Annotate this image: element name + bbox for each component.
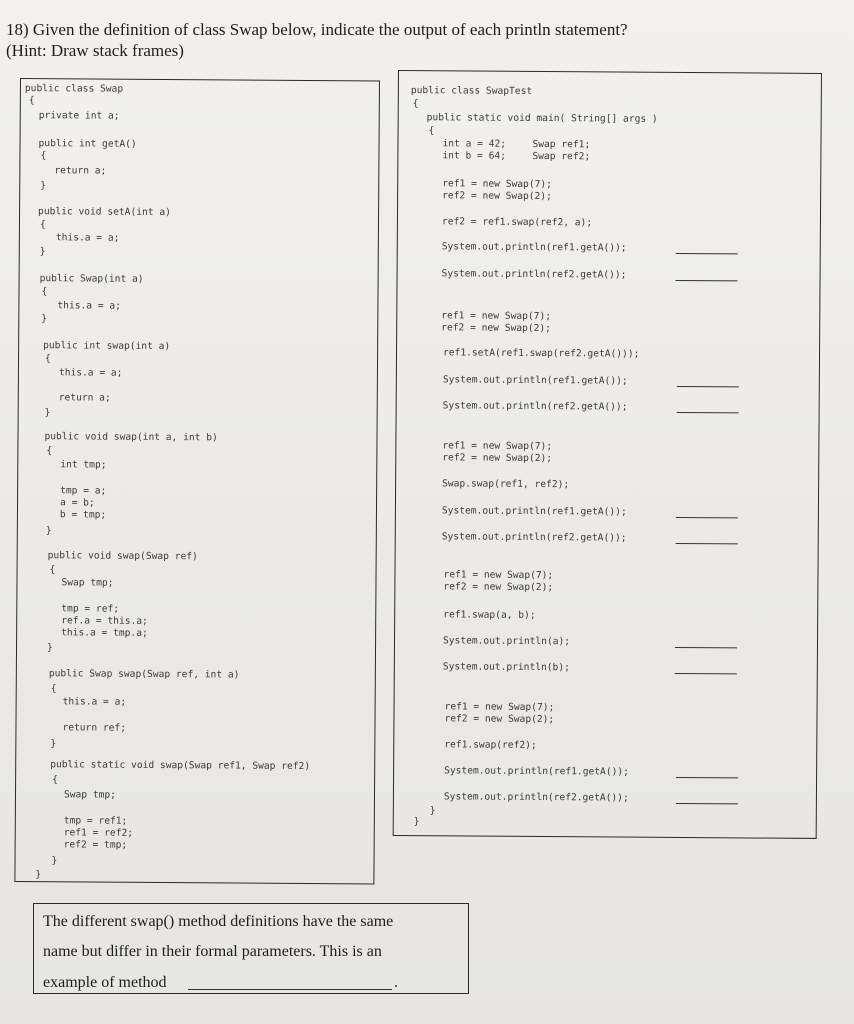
- code-line: Swap tmp;: [63, 789, 117, 801]
- code-line: ref2 = new Swap(2);: [443, 581, 554, 594]
- code-line: ref1 = new Swap(7);: [444, 701, 555, 714]
- code-line: Swap ref2;: [532, 150, 591, 163]
- code-line: tmp = a;: [60, 485, 107, 497]
- note-line-1: The different swap() method definitions have the same: [43, 913, 394, 930]
- answer-blank[interactable]: [677, 412, 739, 413]
- code-line: System.out.println(ref1.getA());: [442, 374, 628, 387]
- answer-blank[interactable]: [676, 253, 738, 254]
- code-line: {: [49, 564, 56, 576]
- answer-blank[interactable]: [676, 777, 738, 778]
- code-line: public static void main( String[] args ): [426, 112, 658, 125]
- code-line: this.a = a;: [55, 232, 120, 244]
- note-line-3-period: .: [394, 974, 398, 991]
- code-line: return ref;: [62, 722, 127, 734]
- code-line: ref1 = new Swap(7);: [442, 178, 552, 191]
- code-line: return a;: [54, 165, 107, 177]
- answer-blank[interactable]: [675, 673, 737, 674]
- code-line: {: [46, 445, 53, 457]
- code-line: System.out.println(ref2.getA());: [443, 791, 629, 804]
- answer-blank[interactable]: [676, 517, 738, 518]
- code-line: public Swap swap(Swap ref, int a): [48, 668, 240, 681]
- code-line: public class SwapTest: [410, 85, 533, 97]
- code-line: b = tmp;: [59, 509, 107, 521]
- code-line: tmp = ref;: [61, 603, 120, 615]
- code-line: {: [39, 219, 46, 231]
- code-line: return a;: [58, 392, 111, 404]
- code-line: public static void swap(Swap ref1, Swap ref2): [50, 759, 311, 773]
- answer-blank[interactable]: [675, 647, 737, 648]
- code-line: }: [51, 855, 58, 867]
- code-line: public int swap(int a): [43, 340, 171, 353]
- code-line: public void setA(int a): [38, 206, 171, 219]
- code-line: Swap tmp;: [61, 577, 114, 589]
- code-line: ref1.swap(ref2);: [444, 739, 537, 751]
- code-line: }: [46, 642, 53, 654]
- code-line: Swap.swap(ref1, ref2);: [442, 478, 570, 491]
- code-line: int b = 64;: [442, 150, 506, 162]
- code-line: tmp = ref1;: [63, 815, 128, 827]
- code-line: public void swap(int a, int b): [44, 431, 218, 444]
- swap-class-box: [14, 78, 380, 884]
- code-line: ref2 = ref1.swap(ref2, a);: [441, 216, 593, 229]
- question-hint: (Hint: Draw stack frames): [6, 41, 184, 60]
- code-line: System.out.println(ref1.getA());: [441, 505, 627, 518]
- code-line: ref2 = new Swap(2);: [442, 190, 552, 203]
- code-line: int tmp;: [60, 459, 107, 471]
- code-line: this.a = a;: [58, 367, 123, 379]
- code-line: {: [45, 353, 51, 365]
- code-line: ref.a = this.a;: [61, 615, 148, 627]
- code-line: }: [41, 313, 48, 325]
- code-line: System.out.println(a);: [442, 635, 571, 648]
- code-line: }: [429, 805, 436, 817]
- code-line: {: [40, 150, 47, 162]
- code-line: public class Swap: [24, 83, 124, 95]
- code-line: Swap ref1;: [532, 138, 591, 151]
- code-line: ref2 = new Swap(2);: [441, 322, 551, 335]
- code-line: this.a = a;: [57, 300, 121, 312]
- question-title: 18) Given the definition of class Swap below, indicate the output of each println statement?: [6, 20, 628, 39]
- code-line: public void swap(Swap ref): [47, 550, 198, 563]
- code-line: System.out.println(b);: [442, 661, 570, 674]
- note-line-3: example of method: [43, 974, 167, 991]
- answer-blank[interactable]: [676, 543, 738, 544]
- code-line: {: [28, 95, 35, 107]
- code-line: System.out.println(ref1.getA());: [444, 765, 629, 778]
- code-line: ref1.setA(ref1.swap(ref2.getA()));: [442, 347, 640, 360]
- code-line: ref2 = new Swap(2);: [442, 452, 553, 465]
- code-line: System.out.println(ref2.getA());: [441, 531, 627, 544]
- code-line: private int a;: [38, 110, 120, 122]
- code-line: {: [428, 125, 435, 137]
- code-line: int a = 42;: [442, 138, 507, 150]
- code-line: System.out.println(ref1.getA());: [441, 241, 627, 254]
- answer-blank[interactable]: [676, 803, 738, 804]
- code-line: ref1 = new Swap(7);: [443, 569, 554, 582]
- code-line: System.out.println(ref2.getA());: [442, 400, 628, 413]
- code-line: ref1 = ref2;: [63, 827, 134, 839]
- code-line: ref1 = new Swap(7);: [441, 310, 552, 323]
- code-line: public Swap(int a): [39, 273, 144, 285]
- code-line: ref1 = new Swap(7);: [442, 440, 553, 453]
- swaptest-class-box: [393, 70, 822, 839]
- code-line: System.out.println(ref2.getA());: [441, 268, 627, 281]
- answer-blank[interactable]: [677, 386, 739, 387]
- code-line: }: [35, 869, 42, 881]
- code-line: {: [50, 683, 57, 695]
- code-line: ref1.swap(a, b);: [443, 609, 536, 621]
- code-line: }: [45, 525, 52, 537]
- code-line: this.a = a;: [62, 696, 127, 708]
- code-line: ref2 = tmp;: [63, 839, 128, 851]
- code-line: public int getA(): [38, 138, 137, 150]
- code-line: a = b;: [59, 497, 95, 509]
- code-line: {: [41, 286, 48, 298]
- code-line: {: [412, 98, 419, 110]
- code-line: {: [52, 774, 58, 786]
- method-answer-blank[interactable]: [188, 989, 392, 990]
- code-line: }: [44, 407, 51, 419]
- code-line: }: [50, 738, 57, 750]
- answer-blank[interactable]: [676, 280, 738, 281]
- code-line: }: [40, 180, 47, 192]
- code-line: }: [39, 246, 46, 258]
- code-line: ref2 = new Swap(2);: [444, 713, 555, 726]
- code-line: this.a = tmp.a;: [61, 627, 148, 639]
- note-line-2: name but differ in their formal parameters. This is an: [43, 943, 382, 960]
- code-line: }: [413, 816, 420, 828]
